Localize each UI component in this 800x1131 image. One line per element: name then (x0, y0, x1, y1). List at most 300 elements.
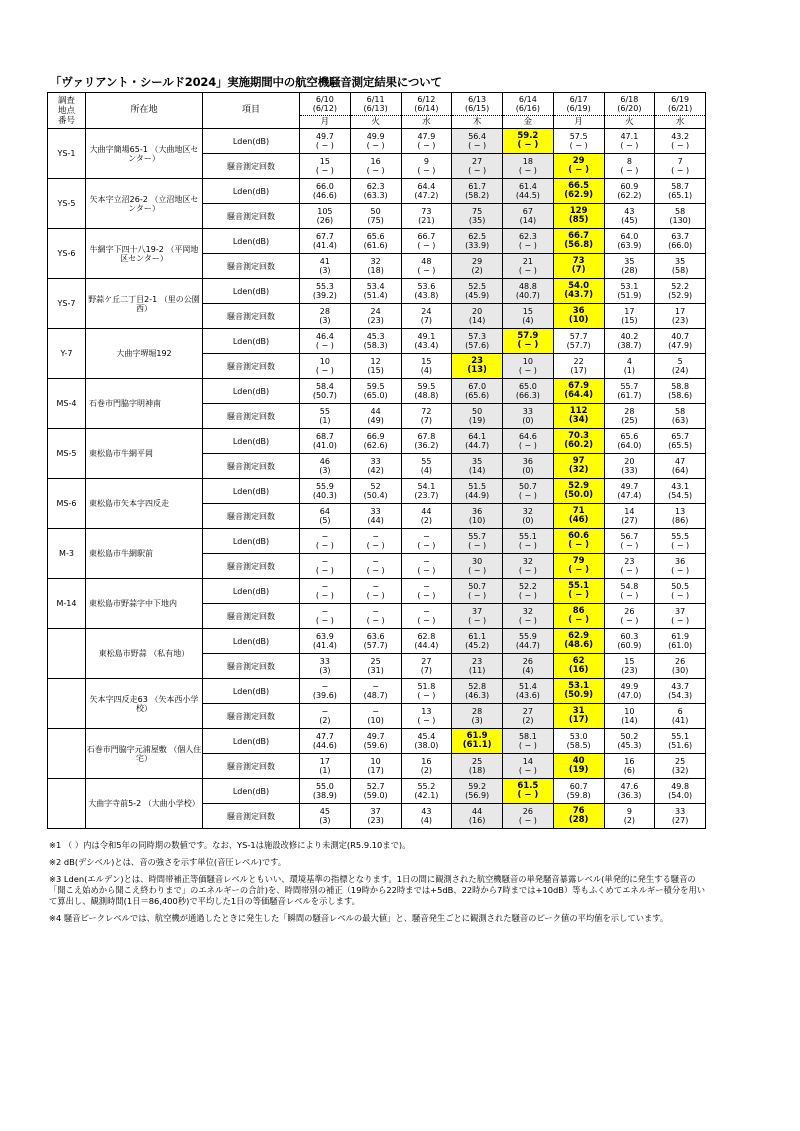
lden-value-cell (503, 329, 554, 354)
count-value-cell (300, 154, 351, 179)
current-value: 43.7 (671, 682, 690, 691)
current-value: 30 (472, 557, 483, 566)
previous-year-value: ( − ) (518, 166, 537, 175)
current-value: 20 (624, 457, 635, 466)
previous-year-value: (59.0) (363, 791, 388, 800)
lden-value-cell (604, 529, 655, 554)
previous-year-value: (2) (319, 716, 331, 725)
previous-year-value: (64.4) (564, 390, 593, 400)
previous-year-value: (47.0) (617, 691, 642, 700)
previous-year-value: ( − ) (417, 266, 436, 275)
lden-value-cell (452, 679, 503, 704)
previous-year-value: (33.9) (465, 241, 490, 250)
previous-year-value: (48.6) (564, 640, 593, 650)
previous-year-value: (3) (319, 816, 331, 825)
current-value: 43 (421, 807, 432, 816)
lden-value-cell (350, 479, 401, 504)
count-value-cell (553, 404, 604, 429)
current-value: 53.4 (366, 282, 385, 291)
count-value-cell (553, 354, 604, 379)
previous-year-value: (65.0) (363, 391, 388, 400)
item-count: 騒音測定回数 (203, 204, 300, 229)
lden-value-cell (604, 379, 655, 404)
lden-value-cell (655, 129, 706, 154)
current-value: 15 (624, 657, 635, 666)
current-value: 10 (370, 757, 381, 766)
count-value-cell (300, 404, 351, 429)
current-value: − (372, 682, 379, 691)
current-value: 52.2 (518, 582, 537, 591)
previous-year-value: (2) (420, 516, 433, 525)
station-row-lden (48, 779, 706, 804)
current-value: 49.8 (671, 782, 690, 791)
current-value: 44 (421, 507, 432, 516)
previous-year-value: ( − ) (568, 590, 590, 600)
previous-year-value: (62.6) (363, 441, 388, 450)
item-count: 騒音測定回数 (203, 804, 300, 829)
current-value: 35 (624, 257, 635, 266)
lden-value-cell (553, 579, 604, 604)
previous-year-value: (63.9) (617, 241, 642, 250)
previous-year-value: (2) (471, 266, 483, 275)
count-value-cell (401, 404, 452, 429)
count-value-cell (503, 754, 554, 779)
current-value: 62.5 (468, 232, 487, 241)
current-value: 67.8 (417, 432, 436, 441)
header-weekday: 月 (553, 116, 604, 129)
station-location: 東松島市野蒜 （私有地） (86, 629, 203, 679)
current-value: 48.8 (518, 282, 537, 291)
count-value-cell (553, 754, 604, 779)
previous-year-value: (65.6) (465, 391, 490, 400)
lden-value-cell (350, 429, 401, 454)
current-value: 33 (370, 457, 381, 466)
current-value: 16 (370, 157, 381, 166)
previous-year-value: (57.7) (363, 641, 388, 650)
previous-year-value: ( − ) (417, 691, 436, 700)
current-value: 47 (675, 457, 686, 466)
item-count: 騒音測定回数 (203, 454, 300, 479)
current-value: 57.5 (569, 132, 588, 141)
count-value-cell (452, 504, 503, 529)
lden-value-cell (503, 429, 554, 454)
previous-year-value: (51.4) (363, 291, 388, 300)
previous-year-value: (7) (420, 666, 433, 675)
lden-value-cell (401, 429, 452, 454)
current-value: 58.1 (518, 732, 537, 741)
previous-year-value: (30) (671, 666, 689, 675)
previous-year-value: ( − ) (517, 140, 539, 150)
current-value: 58.8 (671, 382, 690, 391)
previous-year-value: ( − ) (366, 616, 385, 625)
lden-value-cell (350, 329, 401, 354)
lden-value-cell (553, 379, 604, 404)
previous-year-value: ( − ) (620, 591, 639, 600)
current-value: 62.3 (518, 232, 537, 241)
station-code: YS-1 (48, 129, 86, 179)
count-value-cell (452, 604, 503, 629)
current-value: 62 (572, 656, 585, 666)
header-date (655, 93, 706, 116)
previous-year-value: (48.7) (363, 691, 388, 700)
lden-value-cell (553, 479, 604, 504)
previous-year-value: (4) (522, 316, 534, 325)
previous-year-value: (42) (367, 466, 384, 475)
count-value-cell (401, 704, 452, 729)
previous-year-value: ( − ) (468, 541, 487, 550)
current-value: 49.1 (417, 332, 436, 341)
lden-value-cell (604, 429, 655, 454)
date-previous-year: (6/20) (617, 104, 642, 113)
lden-value-cell (655, 179, 706, 204)
current-value: 52.8 (468, 682, 487, 691)
lden-value-cell (553, 129, 604, 154)
count-value-cell (655, 404, 706, 429)
current-value: 52 (370, 482, 381, 491)
current-value: 52.5 (468, 282, 487, 291)
station-code (48, 779, 86, 829)
count-value-cell (604, 404, 655, 429)
item-count: 騒音測定回数 (203, 504, 300, 529)
previous-year-value: ( − ) (315, 166, 334, 175)
current-value: 53.0 (569, 732, 588, 741)
current-value: 65.7 (671, 432, 690, 441)
current-value: 59.5 (366, 382, 385, 391)
count-value-cell (401, 254, 452, 279)
current-value: 10 (522, 357, 533, 366)
lden-value-cell (300, 479, 351, 504)
lden-value-cell (553, 729, 604, 754)
previous-year-value: (25) (621, 416, 638, 425)
previous-year-value: (46.3) (465, 691, 490, 700)
lden-value-cell (452, 329, 503, 354)
station-location: 東松島市牛網駅前 (86, 529, 203, 579)
count-value-cell (350, 804, 401, 829)
lden-value-cell (655, 479, 706, 504)
previous-year-value: (21) (418, 216, 435, 225)
count-value-cell (401, 604, 452, 629)
item-count: 騒音測定回数 (203, 704, 300, 729)
lden-value-cell (300, 529, 351, 554)
item-count: 騒音測定回数 (203, 404, 300, 429)
header-item: 項目 (203, 93, 300, 129)
previous-year-value: (2) (420, 766, 433, 775)
current-value: 57.3 (468, 332, 487, 341)
station-location: 東松島市野蒜字中下地内 (86, 579, 203, 629)
previous-year-value: (66.3) (515, 391, 540, 400)
count-value-cell (300, 504, 351, 529)
station-row-lden (48, 379, 706, 404)
count-value-cell (300, 354, 351, 379)
previous-year-value: (4) (420, 466, 433, 475)
previous-year-value: (41.0) (312, 441, 337, 450)
current-value: 105 (317, 207, 333, 216)
current-value: 63.7 (671, 232, 690, 241)
previous-year-value: ( − ) (315, 341, 334, 350)
previous-year-value: ( − ) (518, 766, 537, 775)
previous-year-value: (15) (367, 366, 384, 375)
item-count: 騒音測定回数 (203, 304, 300, 329)
previous-year-value: (86) (671, 516, 689, 525)
previous-year-value: ( − ) (468, 141, 487, 150)
count-value-cell (604, 154, 655, 179)
previous-year-value: (36.2) (414, 441, 439, 450)
current-value: 33 (370, 507, 381, 516)
current-value: 12 (370, 357, 381, 366)
current-value: 55 (421, 457, 432, 466)
previous-year-value: (64.0) (617, 441, 642, 450)
current-value: − (321, 707, 329, 716)
current-value: 54.8 (620, 582, 639, 591)
previous-year-value: (47.4) (617, 491, 642, 500)
previous-year-value: ( − ) (315, 541, 334, 550)
header-weekday: 水 (401, 116, 452, 129)
current-value: 33 (675, 807, 686, 816)
station-row-lden (48, 479, 706, 504)
current-value: − (321, 557, 329, 566)
lden-value-cell (350, 179, 401, 204)
current-value: 49.7 (620, 482, 639, 491)
lden-value-cell (401, 679, 452, 704)
current-value: 17 (675, 307, 686, 316)
current-value: 52.9 (568, 481, 590, 491)
lden-value-cell (350, 729, 401, 754)
current-value: 57.7 (569, 332, 588, 341)
count-value-cell (655, 154, 706, 179)
lden-value-cell (350, 129, 401, 154)
current-value: 36 (675, 557, 686, 566)
count-value-cell (553, 504, 604, 529)
lden-value-cell (350, 579, 401, 604)
previous-year-value: (63) (671, 416, 689, 425)
current-value: − (372, 582, 379, 591)
count-value-cell (300, 254, 351, 279)
station-location: 矢本字立沼26-2 （立沼地区センター） (86, 179, 203, 229)
previous-year-value: (44.5) (515, 191, 540, 200)
current-value: 60.9 (620, 182, 639, 191)
previous-year-value: (51.9) (617, 291, 642, 300)
lden-value-cell (503, 379, 554, 404)
current-value: 36 (522, 457, 533, 466)
current-value: − (372, 532, 379, 541)
previous-year-value: ( − ) (568, 615, 590, 625)
previous-year-value: (33) (621, 466, 638, 475)
lden-value-cell (604, 579, 655, 604)
count-value-cell (401, 554, 452, 579)
previous-year-value: (40.3) (312, 491, 337, 500)
previous-year-value: (39.6) (312, 691, 337, 700)
count-value-cell (604, 604, 655, 629)
item-count: 騒音測定回数 (203, 154, 300, 179)
current-value: 59.5 (417, 382, 436, 391)
previous-year-value: (47.9) (668, 341, 693, 350)
date-current: 6/14 (518, 95, 537, 104)
current-value: 55.1 (568, 581, 590, 591)
current-value: 15 (522, 307, 533, 316)
count-value-cell (350, 154, 401, 179)
count-value-cell (503, 454, 554, 479)
header-weekday: 火 (604, 116, 655, 129)
current-value: 27 (522, 707, 533, 716)
count-value-cell (553, 554, 604, 579)
item-lden: Lden(dB) (203, 129, 300, 154)
count-value-cell (401, 804, 452, 829)
current-value: 28 (319, 307, 330, 316)
previous-year-value: (10) (367, 716, 384, 725)
lden-value-cell (604, 179, 655, 204)
lden-value-cell (300, 679, 351, 704)
current-value: 5 (677, 357, 683, 366)
previous-year-value: ( − ) (518, 241, 537, 250)
count-value-cell (350, 204, 401, 229)
previous-year-value: (0) (522, 516, 534, 525)
count-value-cell (300, 704, 351, 729)
previous-year-value: ( − ) (620, 141, 639, 150)
count-value-cell (503, 404, 554, 429)
current-value: 66.0 (315, 182, 334, 191)
lden-value-cell (350, 679, 401, 704)
previous-year-value: ( − ) (518, 591, 537, 600)
count-value-cell (604, 754, 655, 779)
lden-value-cell (401, 579, 452, 604)
current-value: 22 (573, 357, 584, 366)
current-value: 4 (626, 357, 632, 366)
previous-year-value: (16) (468, 816, 486, 825)
previous-year-value: (16) (568, 665, 589, 675)
lden-value-cell (401, 529, 452, 554)
lden-value-cell (503, 229, 554, 254)
current-value: 97 (572, 456, 585, 466)
station-location: 大曲字堺堀192 (86, 329, 203, 379)
previous-year-value: (3) (471, 716, 483, 725)
lden-value-cell (300, 329, 351, 354)
previous-year-value: (18) (468, 766, 486, 775)
current-value: 43.2 (671, 132, 690, 141)
count-value-cell (655, 504, 706, 529)
current-value: 50 (472, 407, 483, 416)
count-value-cell (452, 704, 503, 729)
lden-value-cell (503, 479, 554, 504)
current-value: 28 (624, 407, 635, 416)
current-value: 49.7 (366, 732, 385, 741)
current-value: 44 (370, 407, 381, 416)
previous-year-value: (58.3) (363, 341, 388, 350)
previous-year-value: (43.8) (414, 291, 439, 300)
lden-value-cell (553, 529, 604, 554)
previous-year-value: (0) (522, 466, 534, 475)
lden-value-cell (300, 279, 351, 304)
current-value: 58.7 (671, 182, 690, 191)
lden-value-cell (401, 729, 452, 754)
lden-value-cell (300, 429, 351, 454)
previous-year-value: ( − ) (671, 591, 690, 600)
current-value: 64 (319, 507, 330, 516)
previous-year-value: ( − ) (315, 141, 334, 150)
previous-year-value: (47.2) (414, 191, 439, 200)
noise-measurement-table (47, 92, 706, 829)
lden-value-cell (503, 729, 554, 754)
previous-year-value: (65.1) (668, 191, 693, 200)
previous-year-value: (54.0) (668, 791, 693, 800)
item-lden: Lden(dB) (203, 579, 300, 604)
station-row-lden (48, 679, 706, 704)
current-value: 66.9 (366, 432, 385, 441)
lden-value-cell (655, 579, 706, 604)
item-count: 騒音測定回数 (203, 604, 300, 629)
current-value: 63.6 (366, 632, 385, 641)
previous-year-value: (24) (671, 366, 689, 375)
previous-year-value: (4) (522, 666, 534, 675)
previous-year-value: (58.5) (566, 741, 591, 750)
document-title: 「ヴァリアント・シールド2024」実施期間中の航空機騒音測定結果について (50, 75, 442, 89)
lden-value-cell (503, 779, 554, 804)
lden-value-cell (452, 129, 503, 154)
date-current: 6/19 (671, 95, 690, 104)
date-previous-year: (6/16) (515, 104, 540, 113)
lden-value-cell (655, 629, 706, 654)
current-value: 62.8 (417, 632, 436, 641)
previous-year-value: (45.2) (465, 641, 490, 650)
previous-year-value: ( − ) (671, 541, 690, 550)
lden-value-cell (503, 679, 554, 704)
lden-value-cell (503, 179, 554, 204)
previous-year-value: (56.9) (465, 791, 490, 800)
current-value: 64.0 (620, 232, 639, 241)
count-value-cell (604, 254, 655, 279)
station-row-lden (48, 279, 706, 304)
previous-year-value: (61.6) (363, 241, 388, 250)
lden-value-cell (452, 579, 503, 604)
current-value: 13 (675, 507, 686, 516)
current-value: 51.8 (417, 682, 436, 691)
current-value: 27 (421, 657, 432, 666)
previous-year-value: (5) (319, 516, 331, 525)
count-value-cell (655, 804, 706, 829)
previous-year-value: ( − ) (569, 141, 588, 150)
previous-year-value: (19) (568, 765, 589, 775)
current-value: 55.9 (315, 482, 334, 491)
date-previous-year: (6/12) (312, 104, 337, 113)
previous-year-value: (10) (468, 516, 486, 525)
current-value: 58 (675, 207, 686, 216)
previous-year-value: (54.5) (668, 491, 693, 500)
current-value: 61.9 (671, 632, 690, 641)
previous-year-value: (23.7) (414, 491, 439, 500)
previous-year-value: (23) (367, 316, 384, 325)
count-value-cell (300, 654, 351, 679)
previous-year-value: (41.4) (312, 241, 337, 250)
station-code: MS-4 (48, 379, 86, 429)
count-value-cell (553, 654, 604, 679)
previous-year-value: (28) (568, 815, 589, 825)
lden-value-cell (503, 579, 554, 604)
current-value: 50.7 (468, 582, 487, 591)
lden-value-cell (350, 529, 401, 554)
current-value: 37 (370, 807, 381, 816)
count-value-cell (350, 704, 401, 729)
count-value-cell (553, 254, 604, 279)
current-value: 27 (472, 157, 483, 166)
date-previous-year: (6/19) (566, 104, 591, 113)
current-value: 15 (421, 357, 432, 366)
current-value: 55 (319, 407, 330, 416)
count-value-cell (604, 804, 655, 829)
current-value: 54.1 (417, 482, 436, 491)
previous-year-value: (28) (621, 266, 638, 275)
current-value: 10 (624, 707, 635, 716)
previous-year-value: (17) (568, 715, 589, 725)
previous-year-value: (54.3) (668, 691, 693, 700)
